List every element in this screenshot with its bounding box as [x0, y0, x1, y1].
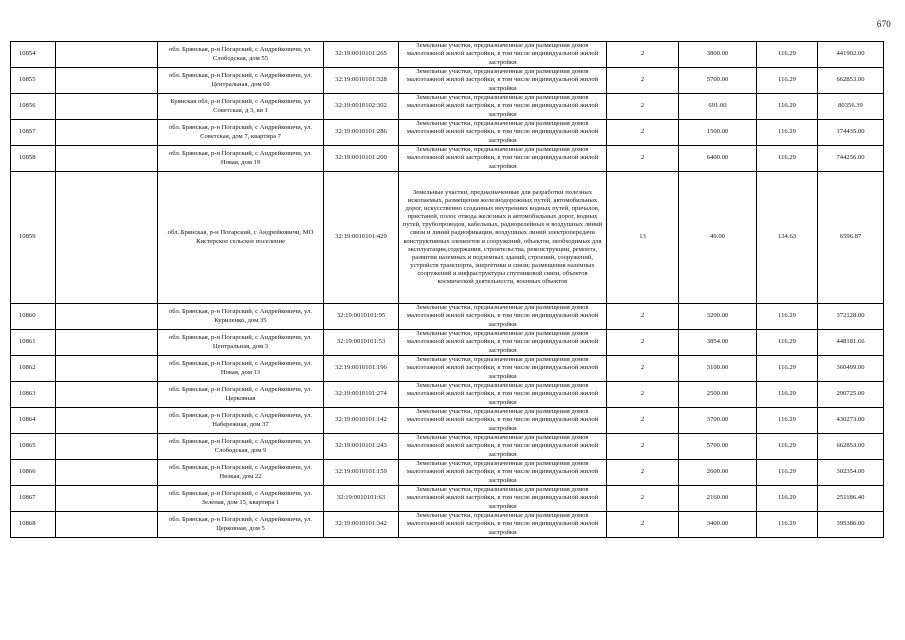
permitted-use-cell: Земельные участки, предназначенные для размещения домов малоэтажной жилой застройки, в том числе индивидуальной жилой застройки — [399, 382, 607, 408]
cadastral-value-cell: 430273.00 — [818, 408, 884, 434]
specific-value-cell: 116.29 — [757, 330, 818, 356]
permitted-use-cell: Земельные участки, предназначенные для размещения домов малоэтажной жилой застройки, в том числе индивидуальной жилой застройки — [399, 460, 607, 486]
table-row — [11, 68, 884, 94]
specific-value-cell: 134.63 — [757, 172, 818, 304]
area-cell: 3854.00 — [679, 330, 757, 356]
record-number: 10863 — [11, 382, 56, 408]
permitted-use-cell: Земельные участки, предназначенные для размещения домов малоэтажной жилой застройки, в том числе индивидуальной жилой застройки — [399, 486, 607, 512]
cadastral-number-cell: 32:19:0010101:95 — [324, 304, 399, 330]
cadastral-value-cell: 441902.00 — [818, 42, 884, 68]
table-row — [11, 120, 884, 146]
permitted-use-cell: Земельные участки, предназначенные для размещения домов малоэтажной жилой застройки, в том числе индивидуальной жилой застройки — [399, 304, 607, 330]
cadastral-number-cell: 32:19:0010101:243 — [324, 434, 399, 460]
area-cell: 3100.00 — [679, 356, 757, 382]
cadastral-value-cell: 251186.40 — [818, 486, 884, 512]
empty-cell — [56, 356, 158, 382]
permitted-use-cell: Земельные участки, предназначенные для размещения домов малоэтажной жилой застройки, в том числе индивидуальной жилой застройки — [399, 68, 607, 94]
area-cell: 1500.00 — [679, 120, 757, 146]
empty-cell — [56, 460, 158, 486]
empty-cell — [56, 304, 158, 330]
address-cell: обл. Брянская, р-н Погарский, с Андрейковичи, ул. Новая, дом 19 — [158, 146, 324, 172]
cadastral-value-cell: 174435.00 — [818, 120, 884, 146]
use-group-cell: 2 — [607, 434, 679, 460]
area-cell: 5700.00 — [679, 68, 757, 94]
area-cell: 3800.00 — [679, 42, 757, 68]
table-row — [11, 382, 884, 408]
area-cell: 3700.00 — [679, 408, 757, 434]
record-number: 10864 — [11, 408, 56, 434]
cadastral-value-cell: 6596.87 — [818, 172, 884, 304]
use-group-cell: 2 — [607, 408, 679, 434]
cadastral-number-cell: 32:19:0010101:200 — [324, 146, 399, 172]
cadastral-number-cell: 32:19:0010101:159 — [324, 460, 399, 486]
permitted-use-cell: Земельные участки, предназначенные для размещения домов малоэтажной жилой застройки, в том числе индивидуальной жилой застройки — [399, 42, 607, 68]
permitted-use-cell: Земельные участки, предназначенные для размещения домов малоэтажной жилой застройки, в том числе индивидуальной жилой застройки — [399, 94, 607, 120]
area-cell: 3400.00 — [679, 512, 757, 538]
specific-value-cell: 116.29 — [757, 42, 818, 68]
empty-cell — [56, 68, 158, 94]
table-row — [11, 330, 884, 356]
specific-value-cell: 116.29 — [757, 304, 818, 330]
empty-cell — [56, 146, 158, 172]
record-number: 10860 — [11, 304, 56, 330]
permitted-use-cell: Земельные участки, предназначенные для размещения домов малоэтажной жилой застройки, в том числе индивидуальной жилой застройки — [399, 330, 607, 356]
use-group-cell: 13 — [607, 172, 679, 304]
cadastral-number-cell: 32:19:0010101:274 — [324, 382, 399, 408]
address-cell: обл. Брянская, р-н Погарский, с Андрейковичи, ул. Слободская, дом 9 — [158, 434, 324, 460]
use-group-cell: 2 — [607, 356, 679, 382]
specific-value-cell: 116.29 — [757, 94, 818, 120]
address-cell: обл. Брянская, р-н Погарский, с Андрейковичи, ул. Набережная, дом 37 — [158, 408, 324, 434]
area-cell: 2500.00 — [679, 382, 757, 408]
page-number: 670 — [876, 19, 891, 29]
empty-cell — [56, 94, 158, 120]
table-row — [11, 512, 884, 538]
cadastral-value-cell: 290725.00 — [818, 382, 884, 408]
empty-cell — [56, 382, 158, 408]
empty-cell — [56, 330, 158, 356]
address-cell: обл. Брянская, р-н Погарский, с Андрейковичи, ул. Новая, дом 13 — [158, 356, 324, 382]
specific-value-cell: 116.29 — [757, 486, 818, 512]
record-number: 10865 — [11, 434, 56, 460]
cadastral-number-cell: 32:19:0010101:286 — [324, 120, 399, 146]
address-cell: обл. Брянская, р-н Погарский, с Андрейковичи, ул. Центральная, дом 3 — [158, 330, 324, 356]
use-group-cell: 2 — [607, 486, 679, 512]
address-cell: обл. Брянская, р-н Погарский, с Андрейковичи, ул. Церковная, дом 5 — [158, 512, 324, 538]
area-cell: 5700.00 — [679, 434, 757, 460]
use-group-cell: 2 — [607, 512, 679, 538]
record-number: 10859 — [11, 172, 56, 304]
permitted-use-cell: Земельные участки, предназначенные для размещения домов малоэтажной жилой застройки, в том числе индивидуальной жилой застройки — [399, 120, 607, 146]
address-cell: обл. Брянская, р-н Погарский, с Андрейковичи, ул. Советская, дом 7, квартира 7 — [158, 120, 324, 146]
record-number: 10868 — [11, 512, 56, 538]
record-number: 10861 — [11, 330, 56, 356]
record-number: 10857 — [11, 120, 56, 146]
table-row — [11, 304, 884, 330]
permitted-use-cell: Земельные участки, предназначенные для разработки полезных ископаемых, размещения железнодорожных путей, автомобильных дорог, искусственно созданных внутренних водных путей, причалов, пристаней, полос отвода железных и автомобильных дорог, водных путей, трубопроводов, кабельных, радиорелейных и воздушных линий связи и линий радиофикации, воздушных линий электропередачи конструктивных элементов и сооружений, объектов, необходимых для эксплуатации,содержания, строительства, реконструкции, ремонта, развития наземных и подземных зданий, строений, сооружений, устройств транспорта, энергетики и связи; размещения наземных сооружений и инфраструктуры спутниковой связи, объектов космической деятельности, военных объектов — [399, 172, 607, 304]
record-number: 10867 — [11, 486, 56, 512]
permitted-use-cell: Земельные участки, предназначенные для размещения домов малоэтажной жилой застройки, в том числе индивидуальной жилой застройки — [399, 408, 607, 434]
record-number: 10854 — [11, 42, 56, 68]
specific-value-cell: 116.29 — [757, 356, 818, 382]
cadastral-value-cell: 662853.00 — [818, 68, 884, 94]
specific-value-cell: 116.29 — [757, 120, 818, 146]
use-group-cell: 2 — [607, 146, 679, 172]
table-row — [11, 42, 884, 68]
land-plot-table — [10, 41, 884, 538]
table-row — [11, 460, 884, 486]
table-row — [11, 434, 884, 460]
area-cell: 3200.00 — [679, 304, 757, 330]
area-cell: 2600.00 — [679, 460, 757, 486]
table-row — [11, 356, 884, 382]
area-cell: 6400.00 — [679, 146, 757, 172]
record-number: 10858 — [11, 146, 56, 172]
record-number: 10862 — [11, 356, 56, 382]
cadastral-value-cell: 448181.66 — [818, 330, 884, 356]
cadastral-number-cell: 32:19:0010101:196 — [324, 356, 399, 382]
table-row — [11, 94, 884, 120]
record-number: 10866 — [11, 460, 56, 486]
table-row — [11, 146, 884, 172]
use-group-cell: 2 — [607, 42, 679, 68]
use-group-cell: 2 — [607, 460, 679, 486]
specific-value-cell: 116.29 — [757, 408, 818, 434]
cadastral-number-cell: 32:19:0010101:142 — [324, 408, 399, 434]
specific-value-cell: 116.29 — [757, 146, 818, 172]
table-row — [11, 172, 884, 304]
use-group-cell: 2 — [607, 304, 679, 330]
address-cell: обл. Брянская, р-н Погарский, с Андрейковичи, МО Кистерское сельское поселение — [158, 172, 324, 304]
specific-value-cell: 116.29 — [757, 68, 818, 94]
cadastral-number-cell: 32:19:0010101:328 — [324, 68, 399, 94]
empty-cell — [56, 434, 158, 460]
empty-cell — [56, 512, 158, 538]
use-group-cell: 2 — [607, 382, 679, 408]
address-cell: обл. Брянская, р-н Погарский, с Андрейковичи, ул. Центральная, дом 60 — [158, 68, 324, 94]
cadastral-number-cell: 32:19:0010101:342 — [324, 512, 399, 538]
permitted-use-cell: Земельные участки, предназначенные для размещения домов малоэтажной жилой застройки, в том числе индивидуальной жилой застройки — [399, 356, 607, 382]
table-row — [11, 408, 884, 434]
cadastral-value-cell: 80356.39 — [818, 94, 884, 120]
address-cell: обл. Брянская, р-н Погарский, с Андрейковичи, ул. Низкая, дом 22 — [158, 460, 324, 486]
permitted-use-cell: Земельные участки, предназначенные для размещения домов малоэтажной жилой застройки, в том числе индивидуальной жилой застройки — [399, 146, 607, 172]
cadastral-value-cell: 302354.00 — [818, 460, 884, 486]
area-cell: 691.00 — [679, 94, 757, 120]
permitted-use-cell: Земельные участки, предназначенные для размещения домов малоэтажной жилой застройки, в том числе индивидуальной жилой застройки — [399, 512, 607, 538]
area-cell: 2160.00 — [679, 486, 757, 512]
cadastral-value-cell: 372128.00 — [818, 304, 884, 330]
empty-cell — [56, 486, 158, 512]
cadastral-number-cell: 32:19:0010101:265 — [324, 42, 399, 68]
use-group-cell: 2 — [607, 120, 679, 146]
cadastral-number-cell: 32:19:0010101:63 — [324, 486, 399, 512]
empty-cell — [56, 408, 158, 434]
area-cell: 49.00 — [679, 172, 757, 304]
record-number: 10856 — [11, 94, 56, 120]
use-group-cell: 2 — [607, 94, 679, 120]
cadastral-number-cell: 32:19:0010101:429 — [324, 172, 399, 304]
specific-value-cell: 116.29 — [757, 460, 818, 486]
record-number: 10855 — [11, 68, 56, 94]
empty-cell — [56, 120, 158, 146]
cadastral-value-cell: 395386.00 — [818, 512, 884, 538]
table-row — [11, 486, 884, 512]
cadastral-value-cell: 360499.00 — [818, 356, 884, 382]
use-group-cell: 2 — [607, 68, 679, 94]
use-group-cell: 2 — [607, 330, 679, 356]
cadastral-value-cell: 744256.00 — [818, 146, 884, 172]
address-cell: обл. Брянская, р-н Погарский, с Андрейковичи, ул. Слободская, дом 55 — [158, 42, 324, 68]
address-cell: Брянская обл, р-н Погарский, с Андрейковичи, ул Советская, д 3, кв 1 — [158, 94, 324, 120]
cadastral-number-cell: 32:19:0010102:302 — [324, 94, 399, 120]
address-cell: обл. Брянская, р-н Погарский, с Андрейковичи, ул. Зеленая, дом 15, квартира 1 — [158, 486, 324, 512]
specific-value-cell: 116.29 — [757, 512, 818, 538]
address-cell: обл. Брянская, р-н Погарский, с Андрейковичи, ул. Церковная — [158, 382, 324, 408]
specific-value-cell: 116.29 — [757, 434, 818, 460]
permitted-use-cell: Земельные участки, предназначенные для размещения домов малоэтажной жилой застройки, в том числе индивидуальной жилой застройки — [399, 434, 607, 460]
empty-cell — [56, 42, 158, 68]
specific-value-cell: 116.29 — [757, 382, 818, 408]
empty-cell — [56, 172, 158, 304]
cadastral-value-cell: 662853.00 — [818, 434, 884, 460]
address-cell: обл. Брянская, р-н Погарский, с Андрейковичи, ул. Куриленко, дом 35 — [158, 304, 324, 330]
cadastral-number-cell: 32:19:0010101:53 — [324, 330, 399, 356]
